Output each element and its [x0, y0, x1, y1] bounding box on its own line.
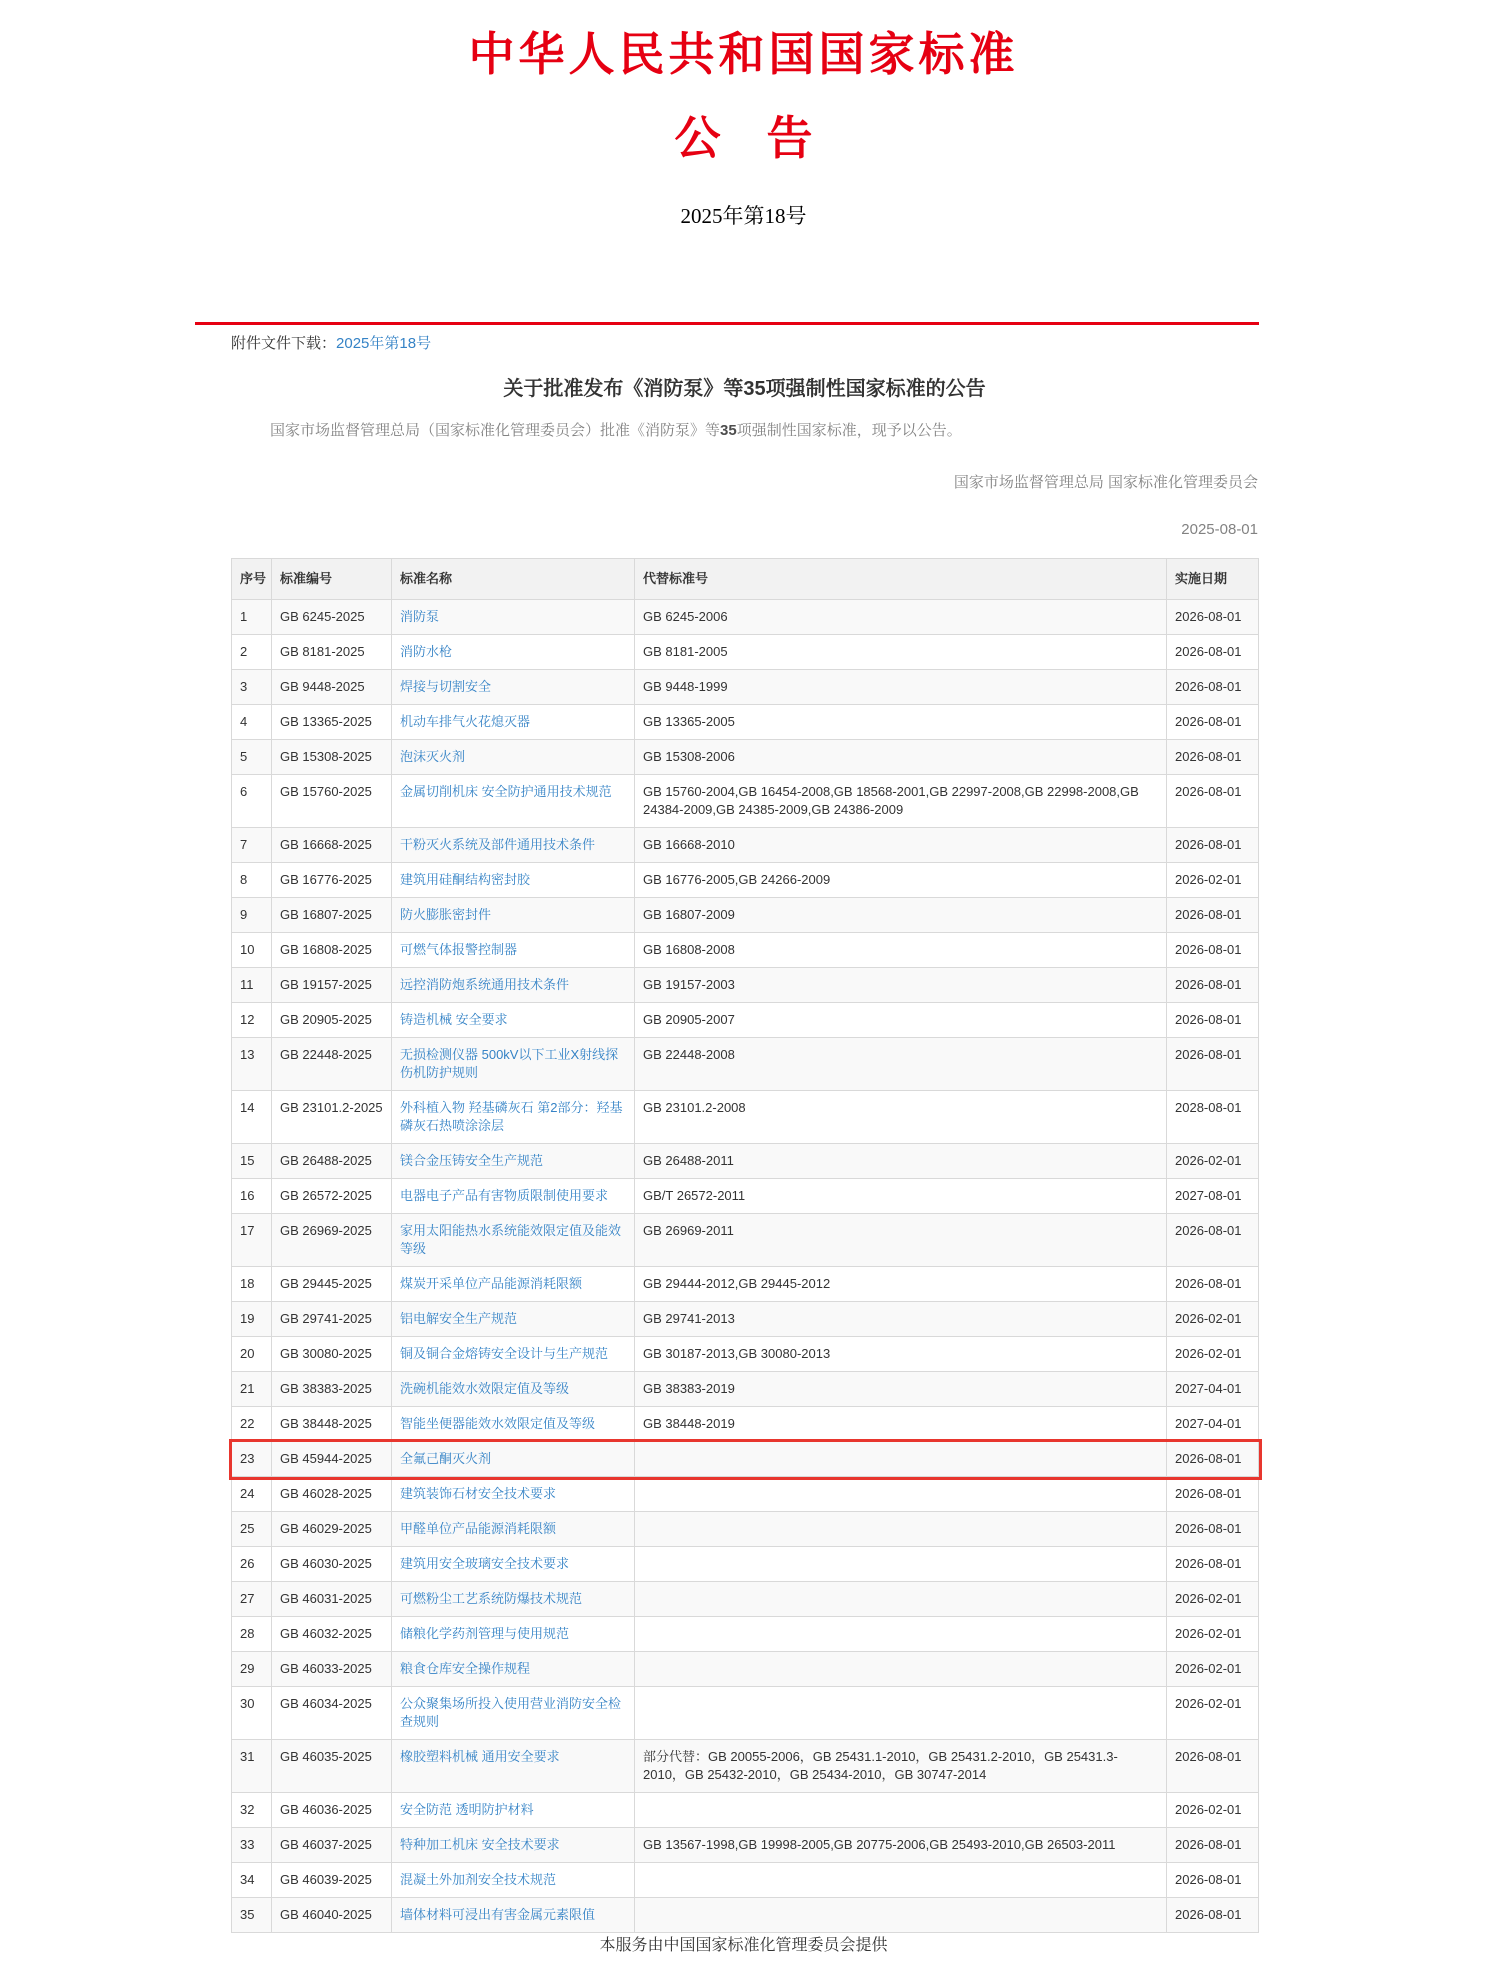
replaced-standards-cell: GB 26488-2011: [635, 1144, 1167, 1179]
implementation-date-cell: 2026-08-01: [1167, 1038, 1259, 1091]
replaced-standards-cell: [635, 1898, 1167, 1933]
table-row: [232, 1003, 1259, 1038]
replaced-standards-cell: GB 29444-2012,GB 29445-2012: [635, 1267, 1167, 1302]
table-row: [232, 863, 1259, 898]
standard-code-cell: GB 16808-2025: [272, 933, 392, 968]
replaced-standards-cell: GB 9448-1999: [635, 670, 1167, 705]
implementation-date-cell: 2026-08-01: [1167, 1547, 1259, 1582]
replaced-standards-cell: [635, 1652, 1167, 1687]
row-index-cell: 29: [232, 1652, 272, 1687]
standard-name-cell: [392, 600, 635, 635]
table-row: [232, 1582, 1259, 1617]
attachment-line: [231, 332, 1258, 353]
standard-name-link[interactable]: 电器电子产品有害物质限制使用要求: [400, 1188, 609, 1203]
implementation-date-cell: 2026-08-01: [1167, 1512, 1259, 1547]
column-header: 代替标准号: [635, 559, 1167, 600]
table-row: [232, 1337, 1259, 1372]
implementation-date-cell: 2026-08-01: [1167, 1863, 1259, 1898]
standard-code-cell: GB 46033-2025: [272, 1652, 392, 1687]
row-index-cell: 32: [232, 1793, 272, 1828]
standard-name-link[interactable]: 可燃粉尘工艺系统防爆技术规范: [400, 1591, 583, 1606]
row-index-cell: 35: [232, 1898, 272, 1933]
table-row: [232, 1547, 1259, 1582]
implementation-date-cell: 2026-02-01: [1167, 1337, 1259, 1372]
standard-code-cell: GB 9448-2025: [272, 670, 392, 705]
standard-name-link[interactable]: 智能坐便器能效水效限定值及等级: [400, 1416, 596, 1431]
announcement-body-count: 35: [720, 422, 737, 439]
page-title: 中华人民共和国国家标准: [468, 29, 1019, 80]
standard-name-link[interactable]: 焊接与切割安全: [400, 679, 492, 694]
standard-code-cell: GB 46029-2025: [272, 1512, 392, 1547]
implementation-date-cell: 2026-08-01: [1167, 828, 1259, 863]
standard-name-link[interactable]: 储粮化学药剂管理与使用规范: [400, 1626, 570, 1641]
table-row: [232, 1144, 1259, 1179]
table-row: [232, 1407, 1259, 1442]
standard-code-cell: GB 8181-2025: [272, 635, 392, 670]
row-index-cell: 16: [232, 1179, 272, 1214]
replaced-standards-cell: GB 6245-2006: [635, 600, 1167, 635]
standard-code-cell: GB 46037-2025: [272, 1828, 392, 1863]
standard-name-cell: [392, 1512, 635, 1547]
standards-table: [231, 558, 1259, 1933]
standard-name-link[interactable]: 镁合金压铸安全生产规范: [400, 1153, 544, 1168]
standard-code-cell: GB 45944-2025: [272, 1442, 392, 1477]
standard-name-cell: [392, 1617, 635, 1652]
replaced-standards-cell: GB 29741-2013: [635, 1302, 1167, 1337]
page-footer: 本服务由中国国家标准化管理委员会提供: [599, 1937, 888, 1954]
row-index-cell: 2: [232, 635, 272, 670]
standard-name-link[interactable]: 机动车排气火花熄灭器: [400, 714, 531, 729]
standard-name-cell: [392, 1547, 635, 1582]
row-index-cell: 28: [232, 1617, 272, 1652]
standard-name-cell: [392, 1442, 635, 1477]
standard-name-link[interactable]: 建筑用硅酮结构密封胶: [400, 872, 531, 887]
standard-code-cell: GB 16776-2025: [272, 863, 392, 898]
table-row: [232, 600, 1259, 635]
implementation-date-cell: 2026-02-01: [1167, 1793, 1259, 1828]
implementation-date-cell: 2026-08-01: [1167, 670, 1259, 705]
table-row: [232, 1302, 1259, 1337]
implementation-date-cell: 2026-08-01: [1167, 1267, 1259, 1302]
row-index-cell: 3: [232, 670, 272, 705]
table-row: [232, 1267, 1259, 1302]
standard-name-link[interactable]: 混凝土外加剂安全技术规范: [400, 1872, 557, 1887]
implementation-date-cell: 2026-08-01: [1167, 1003, 1259, 1038]
row-index-cell: 31: [232, 1740, 272, 1793]
implementation-date-cell: 2026-08-01: [1167, 1828, 1259, 1863]
replaced-standards-cell: GB 38383-2019: [635, 1372, 1167, 1407]
standard-name-link[interactable]: 安全防范 透明防护材料: [400, 1802, 534, 1817]
standard-name-link[interactable]: 无损检测仪器 500kV以下工业X射线探伤机防护规则: [400, 1047, 619, 1080]
standard-name-cell: [392, 705, 635, 740]
standard-name-cell: [392, 1828, 635, 1863]
row-index-cell: 34: [232, 1863, 272, 1898]
standard-name-link[interactable]: 金属切削机床 安全防护通用技术规范: [400, 784, 612, 799]
standard-code-cell: GB 23101.2-2025: [272, 1091, 392, 1144]
standard-name-link[interactable]: 家用太阳能热水系统能效限定值及能效等级: [400, 1223, 622, 1256]
standard-name-cell: [392, 1863, 635, 1898]
implementation-date-cell: 2027-08-01: [1167, 1179, 1259, 1214]
table-row-highlighted: [232, 1442, 1259, 1477]
standard-code-cell: GB 46030-2025: [272, 1547, 392, 1582]
standard-name-cell: [392, 1214, 635, 1267]
row-index-cell: 4: [232, 705, 272, 740]
column-header: 标准编号: [272, 559, 392, 600]
standard-name-link[interactable]: 洗碗机能效水效限定值及等级: [400, 1381, 570, 1396]
table-row: [232, 1214, 1259, 1267]
standard-code-cell: GB 30080-2025: [272, 1337, 392, 1372]
standard-name-link[interactable]: 公众聚集场所投入使用营业消防安全检查规则: [400, 1696, 622, 1729]
standard-name-link[interactable]: 泡沫灭火剂: [400, 749, 466, 764]
replaced-standards-cell: [635, 1512, 1167, 1547]
row-index-cell: 14: [232, 1091, 272, 1144]
row-index-cell: 12: [232, 1003, 272, 1038]
row-index-cell: 33: [232, 1828, 272, 1863]
table-row: [232, 705, 1259, 740]
standard-name-cell: [392, 1652, 635, 1687]
table-row: [232, 898, 1259, 933]
standard-code-cell: GB 15308-2025: [272, 740, 392, 775]
standard-code-cell: GB 46036-2025: [272, 1793, 392, 1828]
table-row: [232, 1828, 1259, 1863]
row-index-cell: 8: [232, 863, 272, 898]
standard-name-link[interactable]: 粮食仓库安全操作规程: [400, 1661, 531, 1676]
standard-name-link[interactable]: 外科植入物 羟基磷灰石 第2部分：羟基磷灰石热喷涂涂层: [400, 1100, 623, 1133]
standard-code-cell: GB 46032-2025: [272, 1617, 392, 1652]
replaced-standards-cell: GB/T 26572-2011: [635, 1179, 1167, 1214]
replaced-standards-cell: GB 13567-1998,GB 19998-2005,GB 20775-2006,GB 25493-2010,GB 26503-2011: [635, 1828, 1167, 1863]
announcement-issuer: 国家市场监督管理总局 国家标准化管理委员会: [953, 474, 1258, 491]
implementation-date-cell: 2026-02-01: [1167, 1687, 1259, 1740]
standard-code-cell: GB 46031-2025: [272, 1582, 392, 1617]
announcement-body-prefix: 国家市场监督管理总局（国家标准化管理委员会）批准《消防泵》等: [270, 422, 721, 439]
row-index-cell: 10: [232, 933, 272, 968]
replaced-standards-cell: [635, 1617, 1167, 1652]
standard-name-cell: [392, 828, 635, 863]
row-index-cell: 6: [232, 775, 272, 828]
standard-name-cell: [392, 1687, 635, 1740]
replaced-standards-cell: GB 26969-2011: [635, 1214, 1167, 1267]
implementation-date-cell: 2026-08-01: [1167, 1740, 1259, 1793]
table-row: [232, 1793, 1259, 1828]
standard-code-cell: GB 46039-2025: [272, 1863, 392, 1898]
row-index-cell: 20: [232, 1337, 272, 1372]
standard-code-cell: GB 46028-2025: [272, 1477, 392, 1512]
row-index-cell: 26: [232, 1547, 272, 1582]
table-row: [232, 1179, 1259, 1214]
row-index-cell: 27: [232, 1582, 272, 1617]
implementation-date-cell: 2027-04-01: [1167, 1407, 1259, 1442]
standard-name-cell: [392, 1337, 635, 1372]
standard-name-cell: [392, 1302, 635, 1337]
table-row: [232, 1617, 1259, 1652]
standard-name-cell: [392, 1793, 635, 1828]
announcement-body-suffix: 项强制性国家标准，现予以公告。: [736, 422, 962, 439]
replaced-standards-cell: GB 16807-2009: [635, 898, 1167, 933]
standard-name-cell: [392, 1740, 635, 1793]
table-row: [232, 635, 1259, 670]
replaced-standards-cell: [635, 1547, 1167, 1582]
implementation-date-cell: 2026-08-01: [1167, 898, 1259, 933]
table-header-row: [232, 559, 1259, 600]
replaced-standards-cell: GB 8181-2005: [635, 635, 1167, 670]
table-row: [232, 828, 1259, 863]
table-row: [232, 1477, 1259, 1512]
row-index-cell: 11: [232, 968, 272, 1003]
column-header: 标准名称: [392, 559, 635, 600]
table-row: [232, 1652, 1259, 1687]
standard-code-cell: GB 29741-2025: [272, 1302, 392, 1337]
column-header: 实施日期: [1167, 559, 1259, 600]
replaced-standards-cell: GB 20905-2007: [635, 1003, 1167, 1038]
row-index-cell: 19: [232, 1302, 272, 1337]
announcement-heading: 关于批准发布《消防泵》等35项强制性国家标准的公告: [503, 378, 986, 400]
row-index-cell: 15: [232, 1144, 272, 1179]
row-index-cell: 17: [232, 1214, 272, 1267]
standard-name-link[interactable]: 建筑装饰石材安全技术要求: [400, 1486, 557, 1501]
table-row: [232, 1091, 1259, 1144]
implementation-date-cell: 2026-08-01: [1167, 740, 1259, 775]
replaced-standards-cell: GB 22448-2008: [635, 1038, 1167, 1091]
standard-name-cell: [392, 1407, 635, 1442]
table-row: [232, 933, 1259, 968]
standard-name-cell: [392, 1091, 635, 1144]
standard-name-cell: [392, 933, 635, 968]
replaced-standards-cell: [635, 1793, 1167, 1828]
implementation-date-cell: 2026-08-01: [1167, 1214, 1259, 1267]
standard-code-cell: GB 46040-2025: [272, 1898, 392, 1933]
red-divider: [195, 322, 1259, 325]
standard-name-link[interactable]: 橡胶塑料机械 通用安全要求: [400, 1749, 560, 1764]
replaced-standards-cell: GB 15308-2006: [635, 740, 1167, 775]
implementation-date-cell: 2026-08-01: [1167, 600, 1259, 635]
column-header: 序号: [232, 559, 272, 600]
standard-name-link[interactable]: 铝电解安全生产规范: [400, 1311, 518, 1326]
table-row: [232, 670, 1259, 705]
standard-name-link[interactable]: 防火膨胀密封件: [400, 907, 492, 922]
standard-code-cell: GB 29445-2025: [272, 1267, 392, 1302]
standard-name-cell: [392, 670, 635, 705]
standard-name-cell: [392, 863, 635, 898]
row-index-cell: 21: [232, 1372, 272, 1407]
standard-code-cell: GB 6245-2025: [272, 600, 392, 635]
standard-code-cell: GB 19157-2025: [272, 968, 392, 1003]
standard-name-cell: [392, 635, 635, 670]
row-index-cell: 9: [232, 898, 272, 933]
replaced-standards-cell: GB 30187-2013,GB 30080-2013: [635, 1337, 1167, 1372]
row-index-cell: 7: [232, 828, 272, 863]
issue-number: 2025年第18号: [680, 204, 807, 228]
row-index-cell: 24: [232, 1477, 272, 1512]
standard-code-cell: GB 13365-2025: [272, 705, 392, 740]
table-row: [232, 775, 1259, 828]
announcement-date: 2025-08-01: [1181, 521, 1258, 538]
implementation-date-cell: 2026-02-01: [1167, 1302, 1259, 1337]
implementation-date-cell: 2028-08-01: [1167, 1091, 1259, 1144]
table-row: [232, 1740, 1259, 1793]
standard-code-cell: GB 26488-2025: [272, 1144, 392, 1179]
implementation-date-cell: 2026-08-01: [1167, 705, 1259, 740]
replaced-standards-cell: GB 38448-2019: [635, 1407, 1167, 1442]
standard-name-cell: [392, 1179, 635, 1214]
standard-name-cell: [392, 898, 635, 933]
standard-code-cell: GB 16807-2025: [272, 898, 392, 933]
standards-table-body: [232, 600, 1259, 1933]
replaced-standards-cell: 部分代替：GB 20055-2006，GB 25431.1-2010，GB 25431.2-2010，GB 25431.3-2010，GB 25432-2010，GB 25434-2010，GB 30747-2014: [635, 1740, 1167, 1793]
row-index-cell: 23: [232, 1442, 272, 1477]
standard-name-link[interactable]: 铸造机械 安全要求: [400, 1012, 508, 1027]
standard-code-cell: GB 26969-2025: [272, 1214, 392, 1267]
standard-name-link[interactable]: 消防泵: [400, 609, 440, 624]
standard-code-cell: GB 16668-2025: [272, 828, 392, 863]
row-index-cell: 18: [232, 1267, 272, 1302]
standard-name-cell: [392, 1267, 635, 1302]
standard-name-cell: [392, 740, 635, 775]
standard-code-cell: GB 20905-2025: [272, 1003, 392, 1038]
implementation-date-cell: 2026-02-01: [1167, 1144, 1259, 1179]
row-index-cell: 13: [232, 1038, 272, 1091]
standard-name-cell: [392, 1372, 635, 1407]
standard-code-cell: GB 15760-2025: [272, 775, 392, 828]
table-row: [232, 1038, 1259, 1091]
replaced-standards-cell: GB 16776-2005,GB 24266-2009: [635, 863, 1167, 898]
implementation-date-cell: 2026-08-01: [1167, 968, 1259, 1003]
standard-name-cell: [392, 1898, 635, 1933]
row-index-cell: 25: [232, 1512, 272, 1547]
replaced-standards-cell: [635, 1477, 1167, 1512]
replaced-standards-cell: [635, 1687, 1167, 1740]
implementation-date-cell: 2026-08-01: [1167, 1442, 1259, 1477]
replaced-standards-cell: [635, 1582, 1167, 1617]
announcement-body: [231, 420, 1258, 443]
implementation-date-cell: 2026-02-01: [1167, 1617, 1259, 1652]
replaced-standards-cell: [635, 1442, 1167, 1477]
standard-name-cell: [392, 1582, 635, 1617]
table-row: [232, 1898, 1259, 1933]
standard-name-cell: [392, 1038, 635, 1091]
table-row: [232, 1372, 1259, 1407]
row-index-cell: 22: [232, 1407, 272, 1442]
standard-name-link[interactable]: 甲醛单位产品能源消耗限额: [400, 1521, 557, 1536]
implementation-date-cell: 2026-08-01: [1167, 933, 1259, 968]
row-index-cell: 30: [232, 1687, 272, 1740]
standard-code-cell: GB 26572-2025: [272, 1179, 392, 1214]
standard-name-link[interactable]: 消防水枪: [400, 644, 453, 659]
implementation-date-cell: 2027-04-01: [1167, 1372, 1259, 1407]
implementation-date-cell: 2026-02-01: [1167, 1652, 1259, 1687]
standard-name-link[interactable]: 远控消防炮系统通用技术条件: [400, 977, 570, 992]
standard-name-link[interactable]: 可燃气体报警控制器: [400, 942, 518, 957]
implementation-date-cell: 2026-02-01: [1167, 863, 1259, 898]
implementation-date-cell: 2026-08-01: [1167, 1898, 1259, 1933]
implementation-date-cell: 2026-08-01: [1167, 1477, 1259, 1512]
implementation-date-cell: 2026-08-01: [1167, 635, 1259, 670]
table-row: [232, 740, 1259, 775]
replaced-standards-cell: GB 23101.2-2008: [635, 1091, 1167, 1144]
replaced-standards-cell: GB 19157-2003: [635, 968, 1167, 1003]
implementation-date-cell: 2026-02-01: [1167, 1582, 1259, 1617]
replaced-standards-cell: GB 16808-2008: [635, 933, 1167, 968]
implementation-date-cell: 2026-08-01: [1167, 775, 1259, 828]
table-row: [232, 1863, 1259, 1898]
page-subtitle: 公 告: [674, 113, 813, 164]
standard-name-cell: [392, 968, 635, 1003]
standard-code-cell: GB 38383-2025: [272, 1372, 392, 1407]
standard-name-cell: [392, 775, 635, 828]
table-row: [232, 1687, 1259, 1740]
standard-name-link[interactable]: 煤炭开采单位产品能源消耗限额: [400, 1276, 583, 1291]
replaced-standards-cell: GB 16668-2010: [635, 828, 1167, 863]
standard-name-cell: [392, 1144, 635, 1179]
table-row: [232, 968, 1259, 1003]
standard-name-link[interactable]: 全氟己酮灭火剂: [400, 1451, 492, 1466]
standard-name-cell: [392, 1003, 635, 1038]
replaced-standards-cell: [635, 1863, 1167, 1898]
standard-name-link[interactable]: 特种加工机床 安全技术要求: [400, 1837, 560, 1852]
standard-name-link[interactable]: 墙体材料可浸出有害金属元素限值: [400, 1907, 596, 1922]
standard-code-cell: GB 46034-2025: [272, 1687, 392, 1740]
standard-name-link[interactable]: 建筑用安全玻璃安全技术要求: [400, 1556, 570, 1571]
table-row: [232, 1512, 1259, 1547]
attachment-download-link[interactable]: 2025年第18号: [336, 335, 432, 352]
standard-code-cell: GB 22448-2025: [272, 1038, 392, 1091]
row-index-cell: 1: [232, 600, 272, 635]
standard-name-cell: [392, 1477, 635, 1512]
replaced-standards-cell: GB 13365-2005: [635, 705, 1167, 740]
standard-name-link[interactable]: 干粉灭火系统及部件通用技术条件: [400, 837, 596, 852]
standard-code-cell: GB 38448-2025: [272, 1407, 392, 1442]
attachment-label: 附件文件下载：: [231, 335, 337, 352]
replaced-standards-cell: GB 15760-2004,GB 16454-2008,GB 18568-2001,GB 22997-2008,GB 22998-2008,GB 24384-2009,GB 24385-2009,GB 24386-2009: [635, 775, 1167, 828]
standard-name-link[interactable]: 铜及铜合金熔铸安全设计与生产规范: [400, 1346, 609, 1361]
standard-code-cell: GB 46035-2025: [272, 1740, 392, 1793]
row-index-cell: 5: [232, 740, 272, 775]
